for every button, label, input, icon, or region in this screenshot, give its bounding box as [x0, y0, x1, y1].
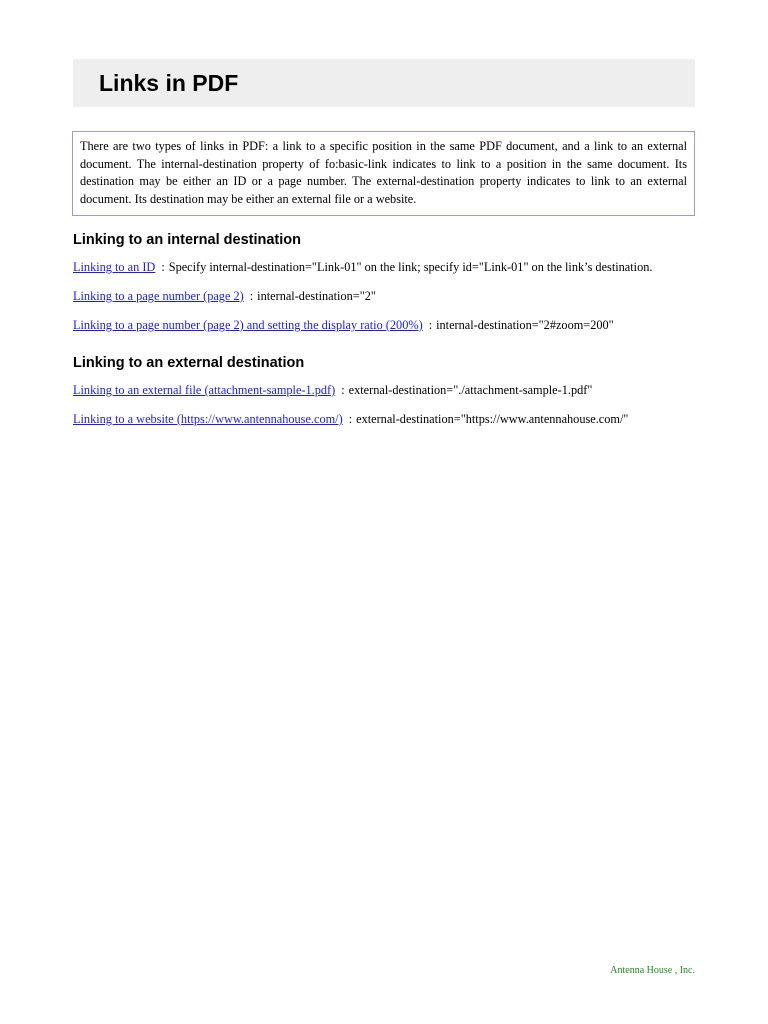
link-description: internal-destination="2#zoom=200": [436, 318, 614, 332]
link-separator: :: [249, 289, 254, 303]
section-heading-external: Linking to an external destination: [73, 355, 305, 371]
link-to-website[interactable]: Linking to a website (https://www.antennahouse.com/): [73, 412, 343, 426]
link-to-external-file[interactable]: Linking to an external file (attachment-sample-1.pdf): [73, 383, 336, 397]
title-band: [73, 59, 695, 107]
link-description: external-destination="https://www.antennahouse.com/": [356, 412, 629, 426]
link-item-page-zoom: [73, 317, 614, 333]
link-description: external-destination="./attachment-sample-1.pdf": [348, 383, 593, 397]
link-to-page-number[interactable]: Linking to a page number (page 2): [73, 289, 244, 303]
link-separator: :: [428, 318, 433, 332]
link-description: Specify internal-destination="Link-01" on the link; specify id="Link-01" on the link’s destination.: [168, 260, 653, 274]
link-item-website: [73, 411, 628, 427]
link-item-id: [73, 259, 652, 275]
link-separator: :: [161, 260, 165, 274]
link-separator: :: [341, 383, 345, 397]
link-separator: :: [348, 412, 353, 426]
section-heading-internal: Linking to an internal destination: [73, 232, 301, 248]
link-to-page-zoom[interactable]: Linking to a page number (page 2) and setting the display ratio (200%): [73, 318, 423, 332]
intro-box: There are two types of links in PDF: a link to a specific position in the same PDF document, and a link to an external document. The internal-destination property of fo:basic-link indicates to link to a position in the same document. Its destination may be either an ID or a page number. The external-destination property indicates to link to an external document. Its destination may be either an external file or a website.: [72, 131, 695, 216]
link-description: internal-destination="2": [257, 289, 376, 303]
footer-company: Antenna House , Inc.: [610, 965, 695, 976]
link-item-page-number: [73, 288, 376, 304]
link-to-id[interactable]: Linking to an ID: [73, 260, 156, 274]
link-item-external-file: [73, 382, 592, 398]
page-title: Links in PDF: [99, 70, 239, 96]
